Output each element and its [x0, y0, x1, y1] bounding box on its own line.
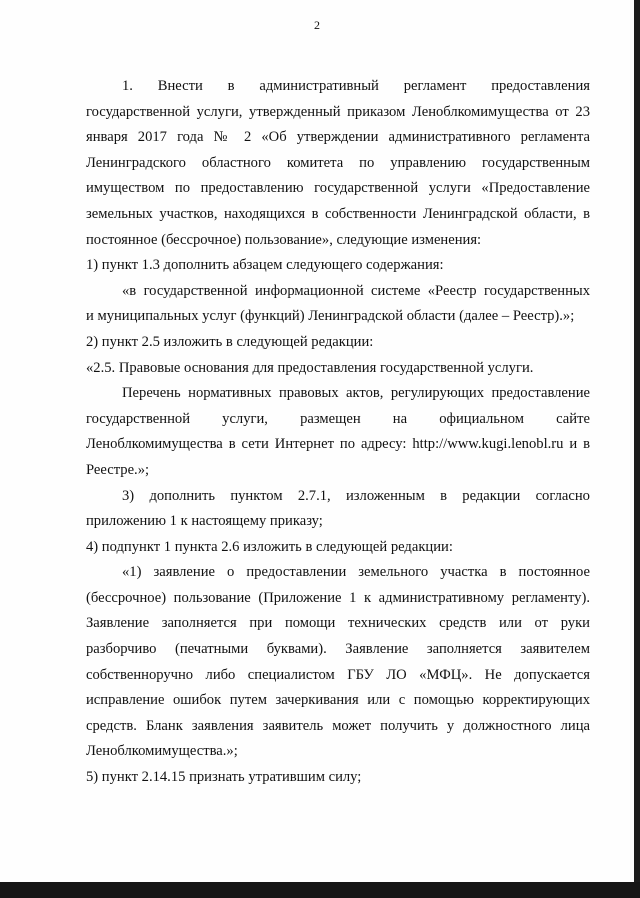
paragraph-1-line: января 2017 года № 2 «Об утверждении административного регламента [86, 129, 590, 146]
paragraph-1-line: земельных участков, находящихся в собственности Ленинградской области, в [86, 205, 590, 222]
word: размещен [300, 410, 361, 427]
word: заявление [153, 564, 216, 581]
word: постоянное [518, 564, 590, 581]
scan-bottom-edge [0, 882, 640, 898]
word: в [227, 78, 235, 94]
word: участка [440, 564, 488, 581]
item-2-list-line: Перечень нормативных правовых актов, регулирующих предоставление [122, 385, 590, 402]
item-5: 5) пункт 2.14.15 признать утратившим силу; [86, 769, 362, 786]
word: буквами). [266, 641, 327, 658]
item-3-line [86, 484, 590, 510]
item-1-title: 1) пункт 1.3 дополнить абзацем следующего содержания: [86, 257, 444, 274]
item-4-quote-line: Леноблкомимущества.»; [86, 743, 238, 760]
word: государственной [86, 410, 191, 427]
word: заявителем [520, 641, 590, 658]
word: изложенным [345, 487, 425, 504]
word: регламент [403, 78, 467, 94]
word: предоставления [491, 78, 590, 94]
word: согласно [535, 487, 590, 504]
word: земельного [358, 564, 429, 581]
item-2-list-line: Реестре.»; [86, 461, 150, 478]
item-4-quote-line: средств. Бланк заявления заявитель может получить у должностного лица [86, 717, 590, 734]
paragraph-1-line: имуществом по предоставлению государственной услуги «Предоставление [86, 180, 590, 197]
word: административный [259, 78, 379, 94]
word: «1) [122, 564, 142, 581]
word: разборчиво [86, 641, 157, 658]
item-2-title: 2) пункт 2.5 изложить в следующей редакции: [86, 333, 374, 350]
word: официальном [439, 410, 524, 427]
item-4-quote-line: (бессрочное) пользование (Приложение 1 к административному регламенту). [86, 589, 590, 606]
word: дополнить [149, 487, 216, 504]
word: редакции [462, 487, 521, 504]
scan-right-edge [634, 0, 640, 898]
item-3-line: приложению 1 к настоящему приказу; [86, 513, 323, 530]
paragraph-1-first-line [86, 74, 590, 100]
paragraph-1-line: государственной услуги, утвержденный приказом Леноблкомимущества от 23 [86, 103, 590, 120]
item-4-quote-line [86, 560, 590, 586]
word: 3) [122, 487, 135, 504]
item-4-title: 4) подпункт 1 пункта 2.6 изложить в следующей редакции: [86, 538, 453, 555]
word: заполняется [426, 641, 502, 658]
word: Внести [157, 78, 203, 94]
item-4-quote-line: исправление ошибок путем зачеркивания или с помощью корректирующих [86, 692, 590, 709]
word: (печатными [174, 641, 249, 658]
word: 1. [122, 78, 133, 94]
item-1-quote-line: и муниципальных услуг (функций) Ленинградской области (далее – Реестр).»; [86, 308, 575, 325]
word: сайте [556, 410, 590, 427]
word: предоставлении [246, 564, 347, 581]
page-number: 2 [314, 18, 320, 32]
item-2-list-line [86, 407, 590, 433]
paragraph-1-last-line: постоянное (бессрочное) пользование», следующие изменения: [86, 231, 482, 248]
item-4-quote-line: Заявление заполняется при помощи технических средств или от руки [86, 615, 590, 632]
item-4-quote-line: собственноручно либо специалистом ГБУ ЛО «МФЦ». Не допускается [86, 666, 590, 683]
word: о [227, 564, 235, 581]
document-body [86, 74, 590, 791]
paragraph-1-line: Ленинградского областного комитета по управлению государственным [86, 154, 590, 171]
word: Заявление [345, 641, 409, 658]
item-2-quote: «2.5. Правовые основания для предоставления государственной услуги. [86, 359, 534, 376]
word: в [499, 564, 507, 581]
word: пунктом [230, 487, 283, 504]
item-4-quote-line [86, 637, 590, 663]
item-2-list-line: Леноблкомимущества в сети Интернет по адресу: http://www.kugi.lenobl.ru и в [86, 436, 590, 453]
item-1-quote-line: «в государственной информационной системе «Реестр государственных [122, 282, 590, 299]
word: на [392, 410, 408, 427]
word: услуги, [222, 410, 268, 427]
word: 2.7.1, [297, 487, 331, 504]
word: в [440, 487, 447, 504]
